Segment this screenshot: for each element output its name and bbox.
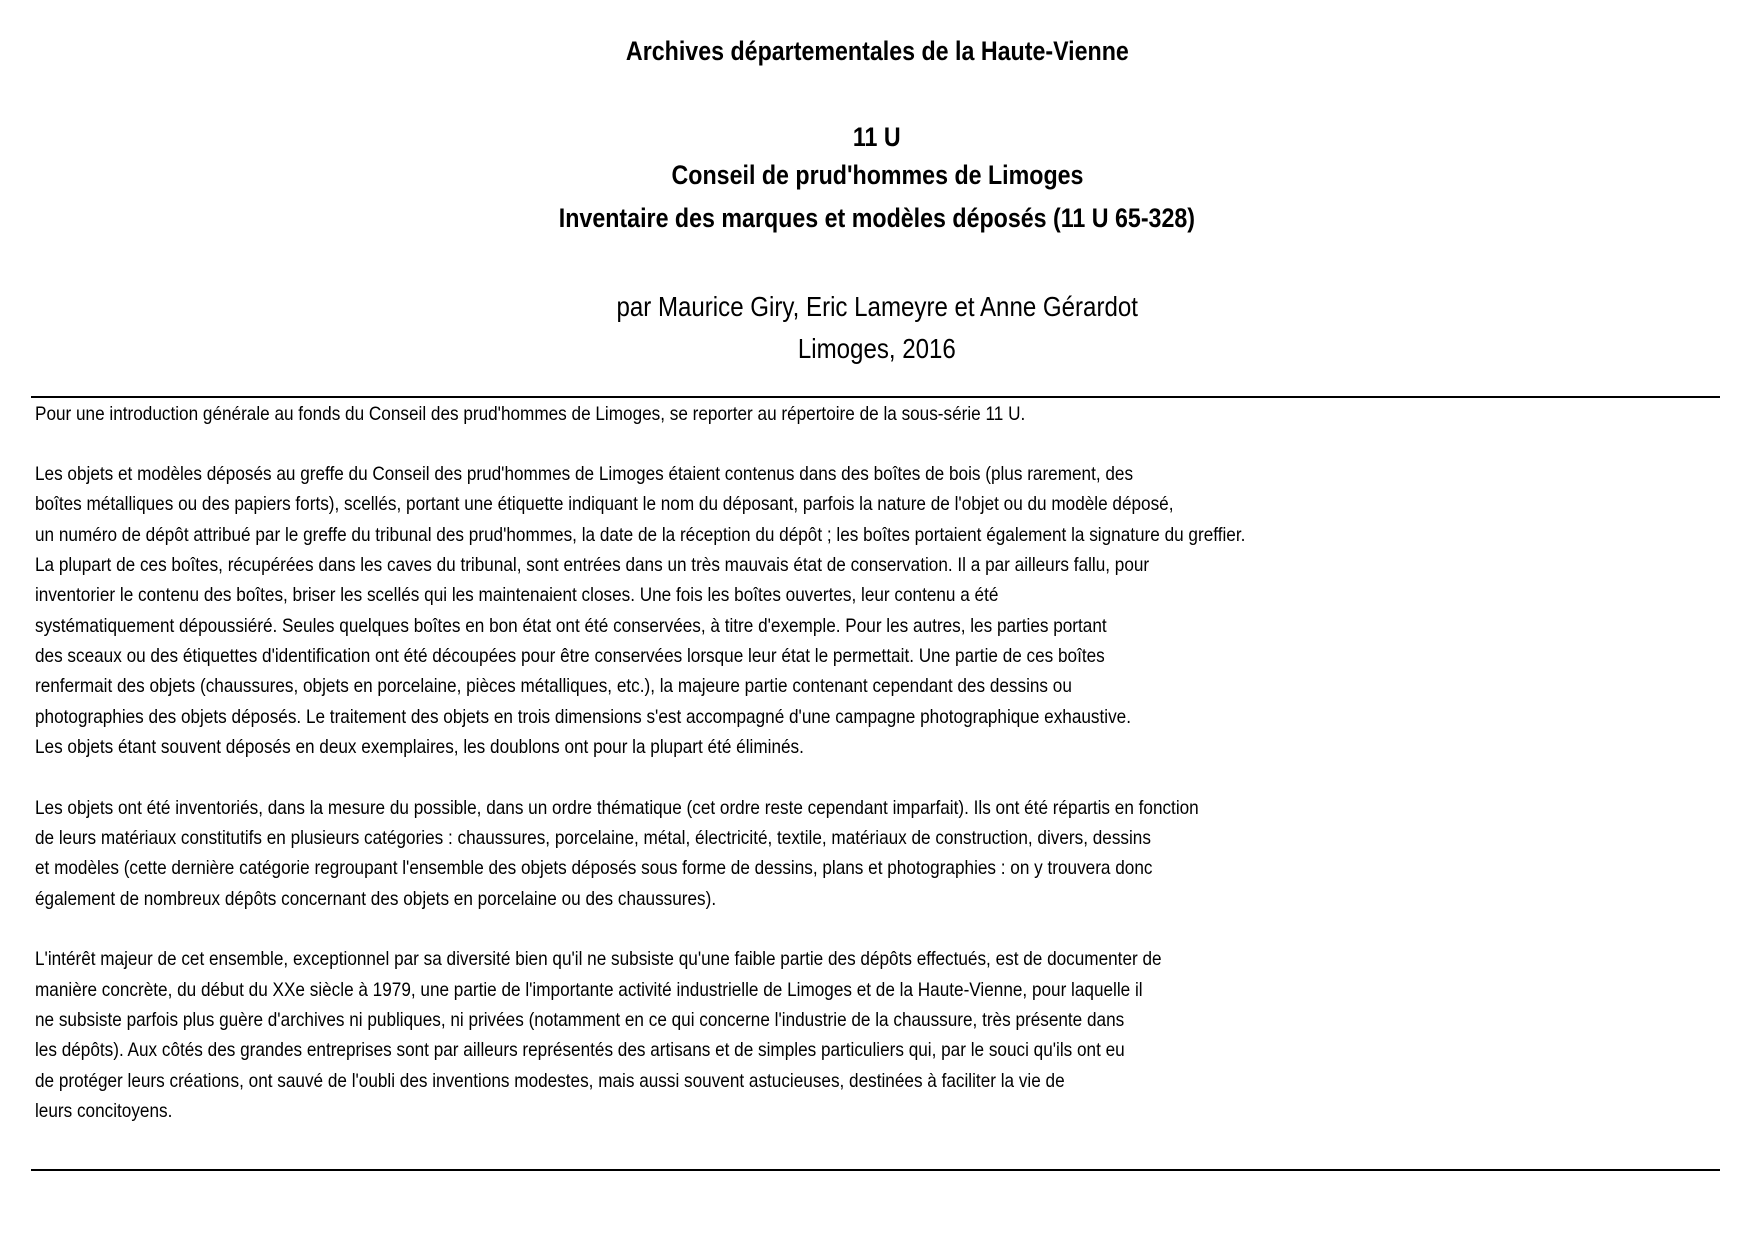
fonds-title-line xyxy=(0,160,1754,191)
place-date: Limoges, 2016 xyxy=(798,333,956,364)
paragraph-4-line: de protéger leurs créations, ont sauvé de l'oubli des inventions modestes, mais aussi souvent astucieuses, destinées à faciliter la vie de xyxy=(35,1070,1065,1092)
paragraph-2-line: La plupart de ces boîtes, récupérées dans les caves du tribunal, sont entrées dans un très mauvais état de conservation. Il a par ailleurs fallu, pour xyxy=(35,554,1150,576)
paragraph-2-line: inventorier le contenu des boîtes, briser les scellés qui les maintenaient closes. Une fois les boîtes ouvertes, leur contenu a été xyxy=(35,584,999,606)
paragraph-2-line: un numéro de dépôt attribué par le greffe du tribunal des prud'hommes, la date de la réception du dépôt ; les boîtes portaient également la signature du greffier. xyxy=(35,524,1246,546)
institution-title: Archives départementales de la Haute-Vienne xyxy=(625,36,1129,66)
paragraph-3-line: également de nombreux dépôts concernant des objets en porcelaine ou des chaussures). xyxy=(35,888,717,910)
paragraph-2-line: des sceaux ou des étiquettes d'identification ont été découpées pour être conservées lorsque leur état le permettait. Une partie de ces boîtes xyxy=(35,645,1105,667)
paragraph-3-line: Les objets ont été inventoriés, dans la mesure du possible, dans un ordre thématique (cet ordre reste cependant imparfait). Ils ont été répartis en fonction xyxy=(35,797,1199,819)
paragraph-1-line: Pour une introduction générale au fonds du Conseil des prud'hommes de Limoges, se reporter au répertoire de la sous-série 11 U. xyxy=(35,403,1026,425)
paragraph-2-line: renfermait des objets (chaussures, objets en porcelaine, pièces métalliques, etc.), la majeure partie contenant cependant des dessins ou xyxy=(35,675,1072,697)
paragraph-4-line: les dépôts). Aux côtés des grandes entreprises sont par ailleurs représentés des artisans et de simples particuliers qui, par le souci qu'ils ont eu xyxy=(35,1039,1125,1061)
fonds-title: Conseil de prud'hommes de Limoges xyxy=(671,160,1083,190)
paragraph-2-line: Les objets et modèles déposés au greffe du Conseil des prud'hommes de Limoges étaient contenus dans des boîtes de bois (plus rarement, des xyxy=(35,463,1134,485)
paragraph-3-line: de leurs matériaux constitutifs en plusieurs catégories : chaussures, porcelaine, métal, électricité, textile, matériaux de construction, divers, dessins xyxy=(35,827,1151,849)
paragraph-2-line: Les objets étant souvent déposés en deux exemplaires, les doublons ont pour la plupart été éliminés. xyxy=(35,736,804,758)
authors-line xyxy=(0,291,1754,323)
inventory-title: Inventaire des marques et modèles déposés (11 U 65-328) xyxy=(558,203,1196,233)
series-code: 11 U xyxy=(853,122,901,152)
paragraph-2-line: systématiquement dépoussiéré. Seules quelques boîtes en bon état ont été conservées, à titre d'exemple. Pour les autres, les parties portant xyxy=(35,615,1107,637)
paragraph-2-line: photographies des objets déposés. Le traitement des objets en trois dimensions s'est accompagné d'une campagne photographique exhaustive. xyxy=(35,706,1131,728)
top-divider xyxy=(31,396,1720,398)
paragraph-2-line: boîtes métalliques ou des papiers forts), scellés, portant une étiquette indiquant le nom du déposant, parfois la nature de l'objet ou du modèle déposé, xyxy=(35,493,1174,515)
bottom-divider xyxy=(31,1169,1720,1171)
paragraph-4-line: ne subsiste parfois plus guère d'archives ni publiques, ni privées (notamment en ce qui concerne l'industrie de la chaussure, très présente dans xyxy=(35,1009,1125,1031)
paragraph-4-line: manière concrète, du début du XXe siècle à 1979, une partie de l'importante activité industrielle de Limoges et de la Haute-Vienne, pour laquelle il xyxy=(35,979,1143,1001)
series-code-line xyxy=(0,122,1754,153)
paragraph-4-line: leurs concitoyens. xyxy=(35,1100,173,1122)
place-date-line xyxy=(0,333,1754,365)
inventory-title-line xyxy=(0,203,1754,234)
institution-title-line xyxy=(0,36,1754,67)
paragraph-4-line: L'intérêt majeur de cet ensemble, exceptionnel par sa diversité bien qu'il ne subsiste qu'une faible partie des dépôts effectués, est de documenter de xyxy=(35,948,1162,970)
authors: par Maurice Giry, Eric Lameyre et Anne Gérardot xyxy=(616,291,1138,322)
paragraph-3-line: et modèles (cette dernière catégorie regroupant l'ensemble des objets déposés sous forme de dessins, plans et photographies : on y trouvera donc xyxy=(35,857,1153,879)
